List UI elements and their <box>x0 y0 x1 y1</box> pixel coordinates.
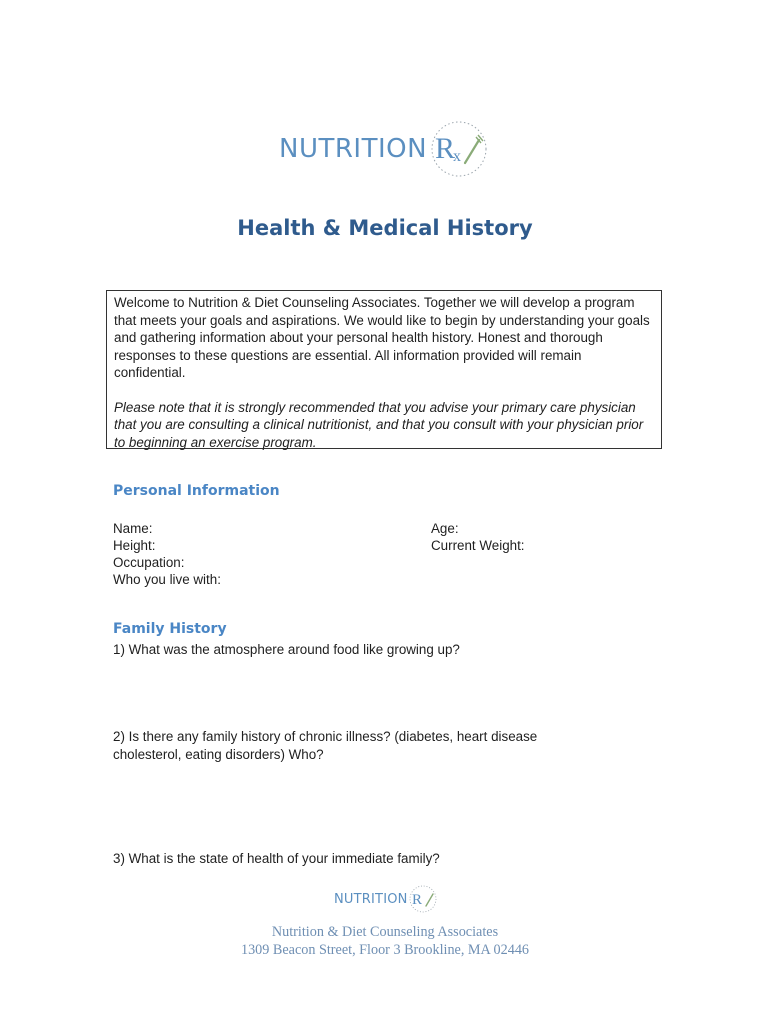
intro-box <box>106 290 662 449</box>
rx-fork-icon <box>429 118 491 180</box>
question-1: 1) What was the atmosphere around food like growing up? <box>113 642 460 657</box>
live-with-label: Who you live with: <box>113 572 221 587</box>
intro-paragraph: Welcome to Nutrition & Diet Counseling Associates. Together we will develop a program that meets your goals and aspirations. We would like to begin by understanding your goals and gathering information about your personal health history. Honest and thorough responses to these questions are essential. All information provided will remain confidential. <box>114 295 650 380</box>
nutrition-rx-logo <box>279 118 494 180</box>
footer-org-name: Nutrition & Diet Counseling Associates <box>271 924 499 940</box>
current-weight-label: Current Weight: <box>431 538 525 553</box>
footer-logo-wordmark: NUTRITION <box>334 891 408 907</box>
footer-rx-icon <box>409 884 439 914</box>
question-2: 2) Is there any family history of chronic illness? (diabetes, heart disease cholesterol, eating disorders) Who? <box>113 729 538 762</box>
rx-letter: R <box>435 132 456 165</box>
name-label: Name: <box>113 521 153 536</box>
footer-address: 1309 Beacon Street, Floor 3 Brookline, MA 02446 <box>240 942 530 958</box>
occupation-label: Occupation: <box>113 555 185 570</box>
height-label: Height: <box>113 538 156 553</box>
question-3: 3) What is the state of health of your immediate family? <box>113 851 440 866</box>
physician-note: Please note that it is strongly recommended that you advise your primary care physician that you are consulting a clinical nutritionist, and that you consult with your physician prior to beginning an exercise program. <box>114 399 644 450</box>
svg-text:R: R <box>411 892 422 908</box>
logo-wordmark: NUTRITION <box>279 134 428 164</box>
age-label: Age: <box>431 521 459 536</box>
family-history-heading: Family History <box>113 621 227 637</box>
page-title: Health & Medical History <box>237 216 533 240</box>
personal-info-heading: Personal Information <box>113 483 280 499</box>
footer-logo <box>334 884 438 914</box>
rx-x-letter: x <box>453 148 462 165</box>
